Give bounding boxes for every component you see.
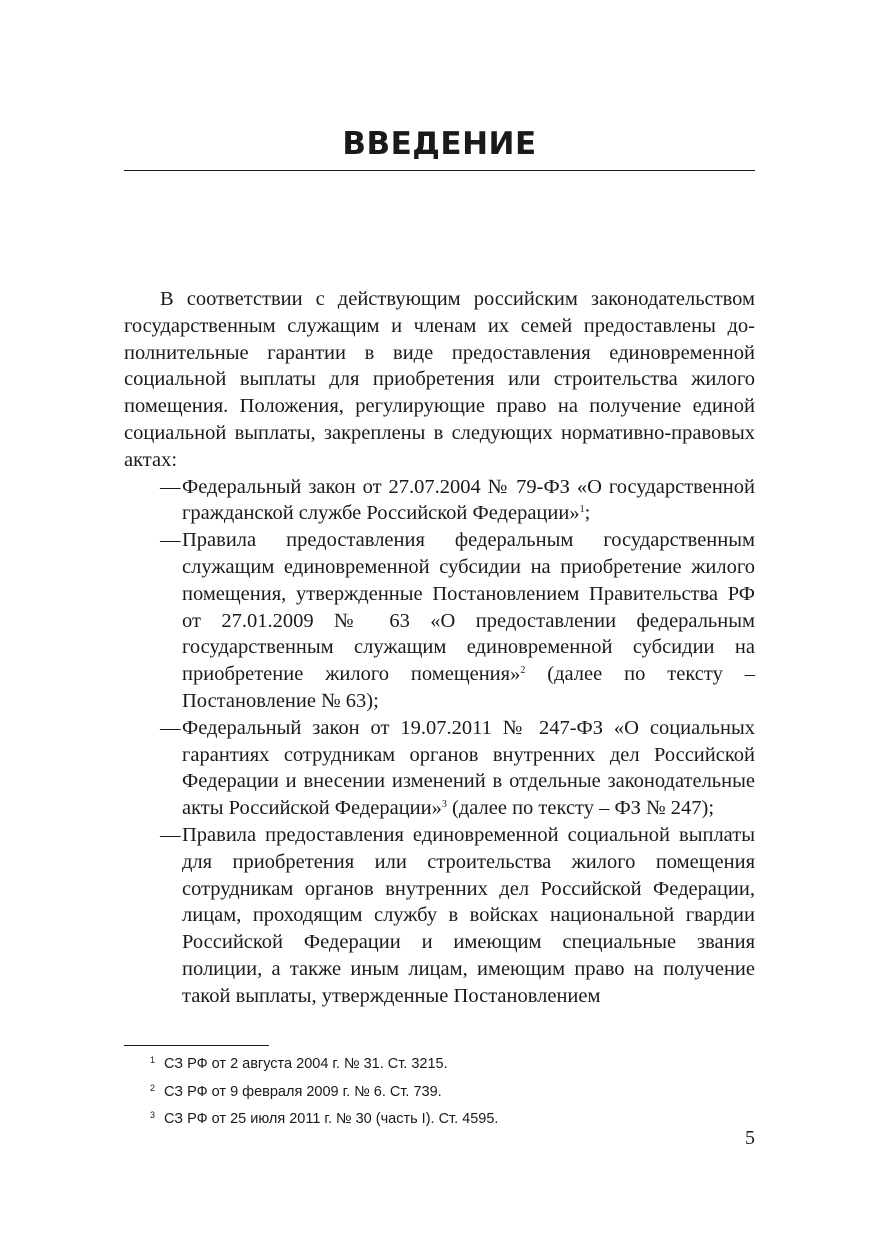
list-item-tail: ;	[584, 502, 591, 525]
legal-acts-list	[124, 474, 755, 1010]
footnotes	[150, 1049, 498, 1132]
footnote-ref: 1	[579, 504, 585, 516]
list-item	[124, 527, 755, 715]
list-dash: —	[160, 716, 181, 739]
footnote-text: СЗ РФ от 9 февраля 2009 г. № 6. Ст. 739.	[164, 1083, 442, 1100]
main-text	[124, 286, 755, 1010]
list-item	[124, 715, 755, 822]
list-item	[124, 822, 755, 1010]
footnote-mark: 3	[150, 1110, 156, 1120]
footnote-ref: 2	[520, 665, 526, 677]
footnote-text: СЗ РФ от 25 июля 2011 г. № 30 (часть I). Ст. 4595.	[164, 1111, 499, 1127]
list-dash: —	[160, 529, 181, 552]
list-item	[124, 474, 755, 528]
footnote-ref: 3	[441, 799, 447, 811]
list-item-text: Правила предоставления федеральным государственным служащим единовременной субсидии на приобретение жилого помещения, утвержденные Постановлением Правительства РФ от 27.01.2009 № 63 «О предоставлении федеральным государственным служащим единовременной субсидии на приобретение жилого помещения»	[182, 529, 755, 686]
list-dash: —	[160, 475, 181, 498]
list-item-tail: (далее по тексту – Постановление № 63);	[182, 663, 755, 712]
footnote	[150, 1104, 498, 1132]
intro-paragraph: В соответствии с действующим российским законодательством государственным служащим и членам их семей предоставлены дополнительные гарантии в виде предоставления единовременной социальной выплаты для приобретения или строительства жилого помещения. Положения, регулирующие право на получение единой социальной выплаты, закреплены в следующих нормативно-правовых актах:	[124, 288, 755, 471]
list-item-text: Федеральный закон от 19.07.2011 № 247-ФЗ «О социальных гарантиях сотрудникам органов внутренних дел Российской Федерации и внесении изменений в отдельные законодательные акты Российской Федерации»	[182, 716, 755, 820]
list-dash: —	[160, 823, 181, 846]
list-item-text: Федеральный закон от 27.07.2004 № 79-ФЗ «О государственной гражданской службе Российской Федерации»	[182, 475, 755, 525]
footnote	[150, 1077, 498, 1105]
list-item-tail: (далее по тексту – ФЗ № 247);	[446, 797, 715, 820]
footnote-mark: 1	[150, 1055, 156, 1065]
chapter-title: ВВЕДЕНИЕ	[342, 126, 537, 162]
title-underline	[124, 170, 755, 171]
footnote-mark: 2	[150, 1082, 156, 1093]
footnote-text: СЗ РФ от 2 августа 2004 г. № 31. Ст. 3215.	[164, 1056, 448, 1072]
footnote-separator	[124, 1045, 269, 1046]
list-item-text: Правила предоставления единовременной социальной выплаты для приобретения или строительства жилого помещения сотрудникам органов внутренних дел Российской Федерации, лицам, проходящим службу в войсках национальной гвардии Российской Федерации и имеющим специальные звания полиции, а также иным лицам, имеющим право на получение такой выплаты, утвержденные Постановлением	[182, 823, 755, 1007]
page-number: 5	[745, 1127, 755, 1149]
footnote	[150, 1049, 498, 1077]
